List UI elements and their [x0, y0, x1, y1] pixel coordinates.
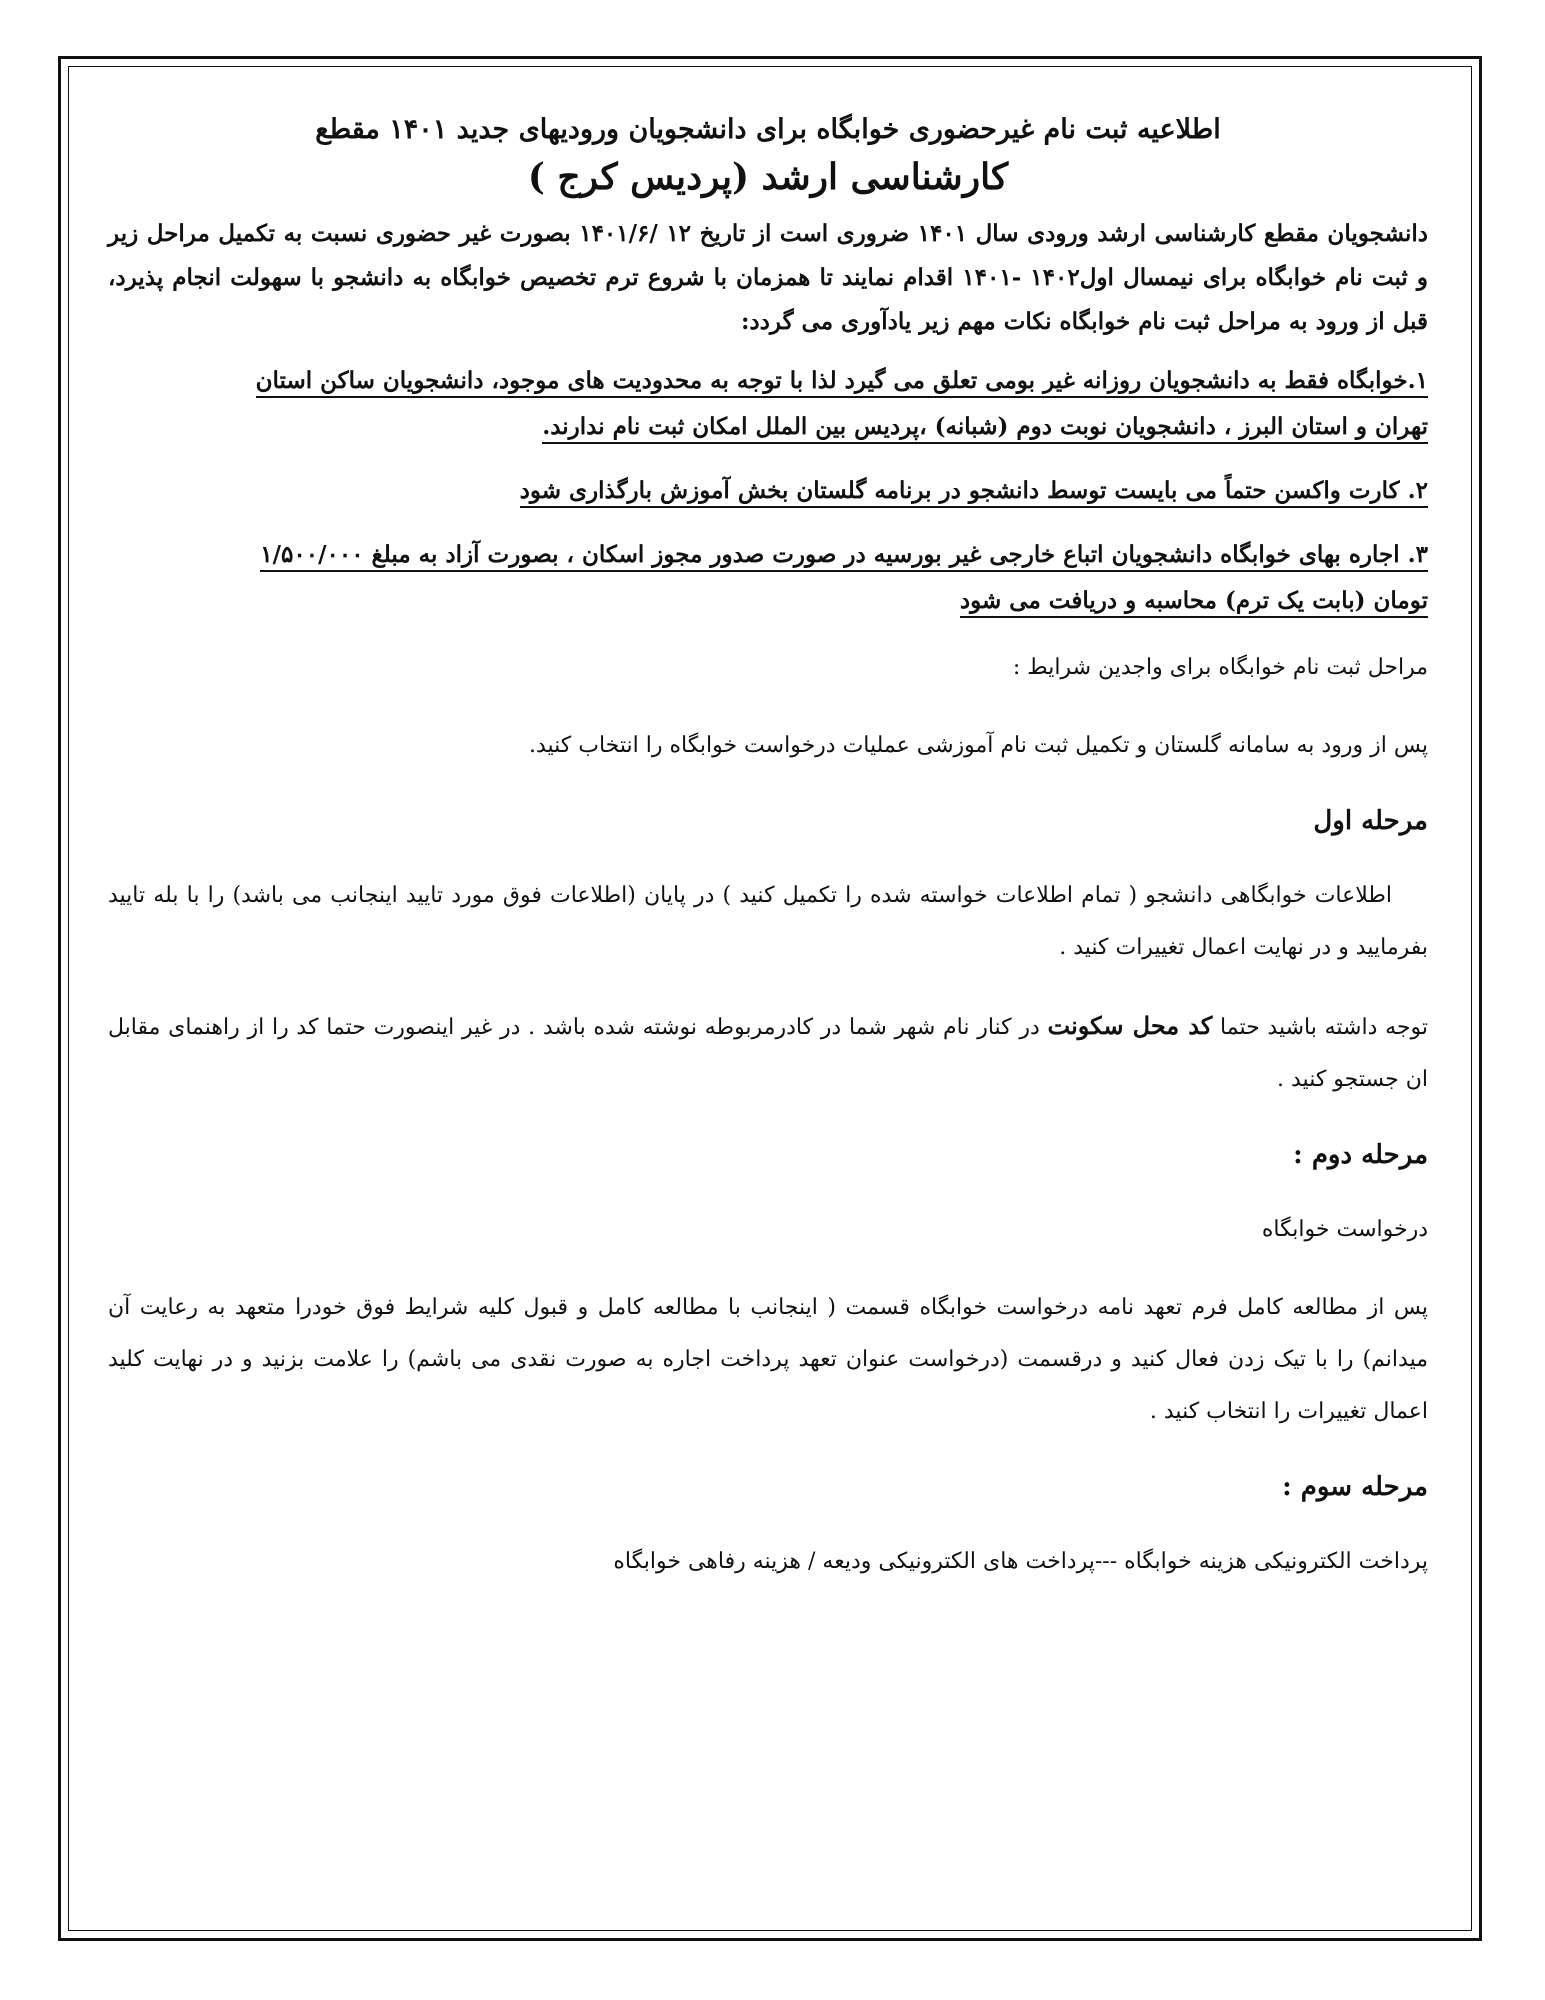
residence-code-emphasis: کد محل سکونت — [1047, 1011, 1213, 1040]
stage-1-note-after: در کنار نام شهر شما در کادرمربوطه نوشته شده باشد . در غیر اینصورت حتما کد را از راهنمای مقابل ان جستجو کنید . — [108, 1015, 1428, 1092]
stage-1-note — [108, 1000, 1428, 1106]
announcement-title: اطلاعیه ثبت نام غیرحضوری خوابگاه برای دانشجویان ورودیهای جدید ۱۴۰۱ مقطع — [315, 114, 1221, 145]
note-1 — [108, 358, 1428, 450]
stage-1-note-before: توجه داشته باشید حتما — [1212, 1015, 1429, 1040]
note-2-line-1: ۲. کارت واکسن حتماً می بایست توسط دانشجو در برنامه گلستان بخش آموزش بارگذاری شود — [520, 477, 1428, 508]
note-2 — [108, 468, 1428, 514]
stage-1-text-content: اطلاعات خوابگاهی دانشجو ( تمام اطلاعات خواسته شده را تکمیل کنید ) در پایان (اطلاعات فوق مورد تایید اینجانب می باشد) را با بله تایید بفرمایید و در نهایت اعمال تغییرات کنید . — [108, 883, 1428, 960]
stage-2-text: پس از مطالعه کامل فرم تعهد نامه درخواست خوابگاه قسمت ( اینجانب با مطالعه کامل و قبول کلیه شرایط فوق خودرا متعهد به رعایت آن میدانم) را با تیک زدن فعال کنید و درقسمت (درخواست عنوان تعهد پرداخت اجاره به صورت نقدی می باشم) را علامت بزنید و در نهایت کلید اعمال تغییرات را انتخاب کنید . — [108, 1295, 1428, 1424]
note-1-line-2: تهران و استان البرز ، دانشجویان نوبت دوم (شبانه) ،پردیس بین الملل امکان ثبت نام ندارند. — [542, 413, 1428, 444]
stage-3-heading: مرحله سوم : — [1282, 1472, 1428, 1502]
document-body — [108, 110, 1428, 1614]
stage-1-text — [108, 870, 1428, 974]
stage-2-heading: مرحله دوم : — [1293, 1140, 1428, 1170]
note-1-line-1: ۱.خوابگاه فقط به دانشجویان روزانه غیر بومی تعلق می گیرد لذا با توجه به محدودیت های موجود، دانشجویان ساکن استان — [256, 367, 1428, 398]
stage-1-heading: مرحله اول — [1313, 806, 1428, 836]
steps-intro: مراحل ثبت نام خوابگاه برای واجدین شرایط : — [1012, 655, 1428, 680]
note-3-line-1: ۳. اجاره بهای خوابگاه دانشجویان اتباع خارجی غیر بورسیه در صورت صدور مجوز اسکان ، بصورت آزاد به مبلغ ۱/۵۰۰/۰۰۰ — [260, 541, 1428, 572]
note-3 — [108, 532, 1428, 624]
steps-login: پس از ورود به سامانه گلستان و تکمیل ثبت نام آموزشی عملیات درخواست خوابگاه را انتخاب کنید. — [528, 733, 1428, 758]
announcement-subtitle: کارشناسی ارشد (پردیس کرج ) — [527, 156, 1009, 198]
intro-paragraph: دانشجویان مقطع کارشناسی ارشد ورودی سال ۱۴۰۱ ضروری است از تاریخ ۱۲ /۱۴۰۱/۶ بصورت غیر حضوری نسبت به تکمیل مراحل زیر و ثبت نام خوابگاه برای نیمسال اول۱۴۰۲ -۱۴۰۱ اقدام نمایند تا همزمان با شروع ترم تخصیص خوابگاه به دانشجو با سهولت انجام پذیرد، قبل از ورود به مراحل ثبت نام خوابگاه نکات مهم زیر یادآوری می گردد: — [108, 220, 1429, 335]
stage-3-text: پرداخت الکترونیکی هزینه خوابگاه ---پرداخت های الکترونیکی ودیعه / هزینه رفاهی خوابگاه — [613, 1549, 1428, 1574]
stage-2-subtitle: درخواست خوابگاه — [1261, 1217, 1428, 1242]
note-3-line-2: تومان (بابت یک ترم) محاسبه و دریافت می شود — [960, 587, 1428, 618]
